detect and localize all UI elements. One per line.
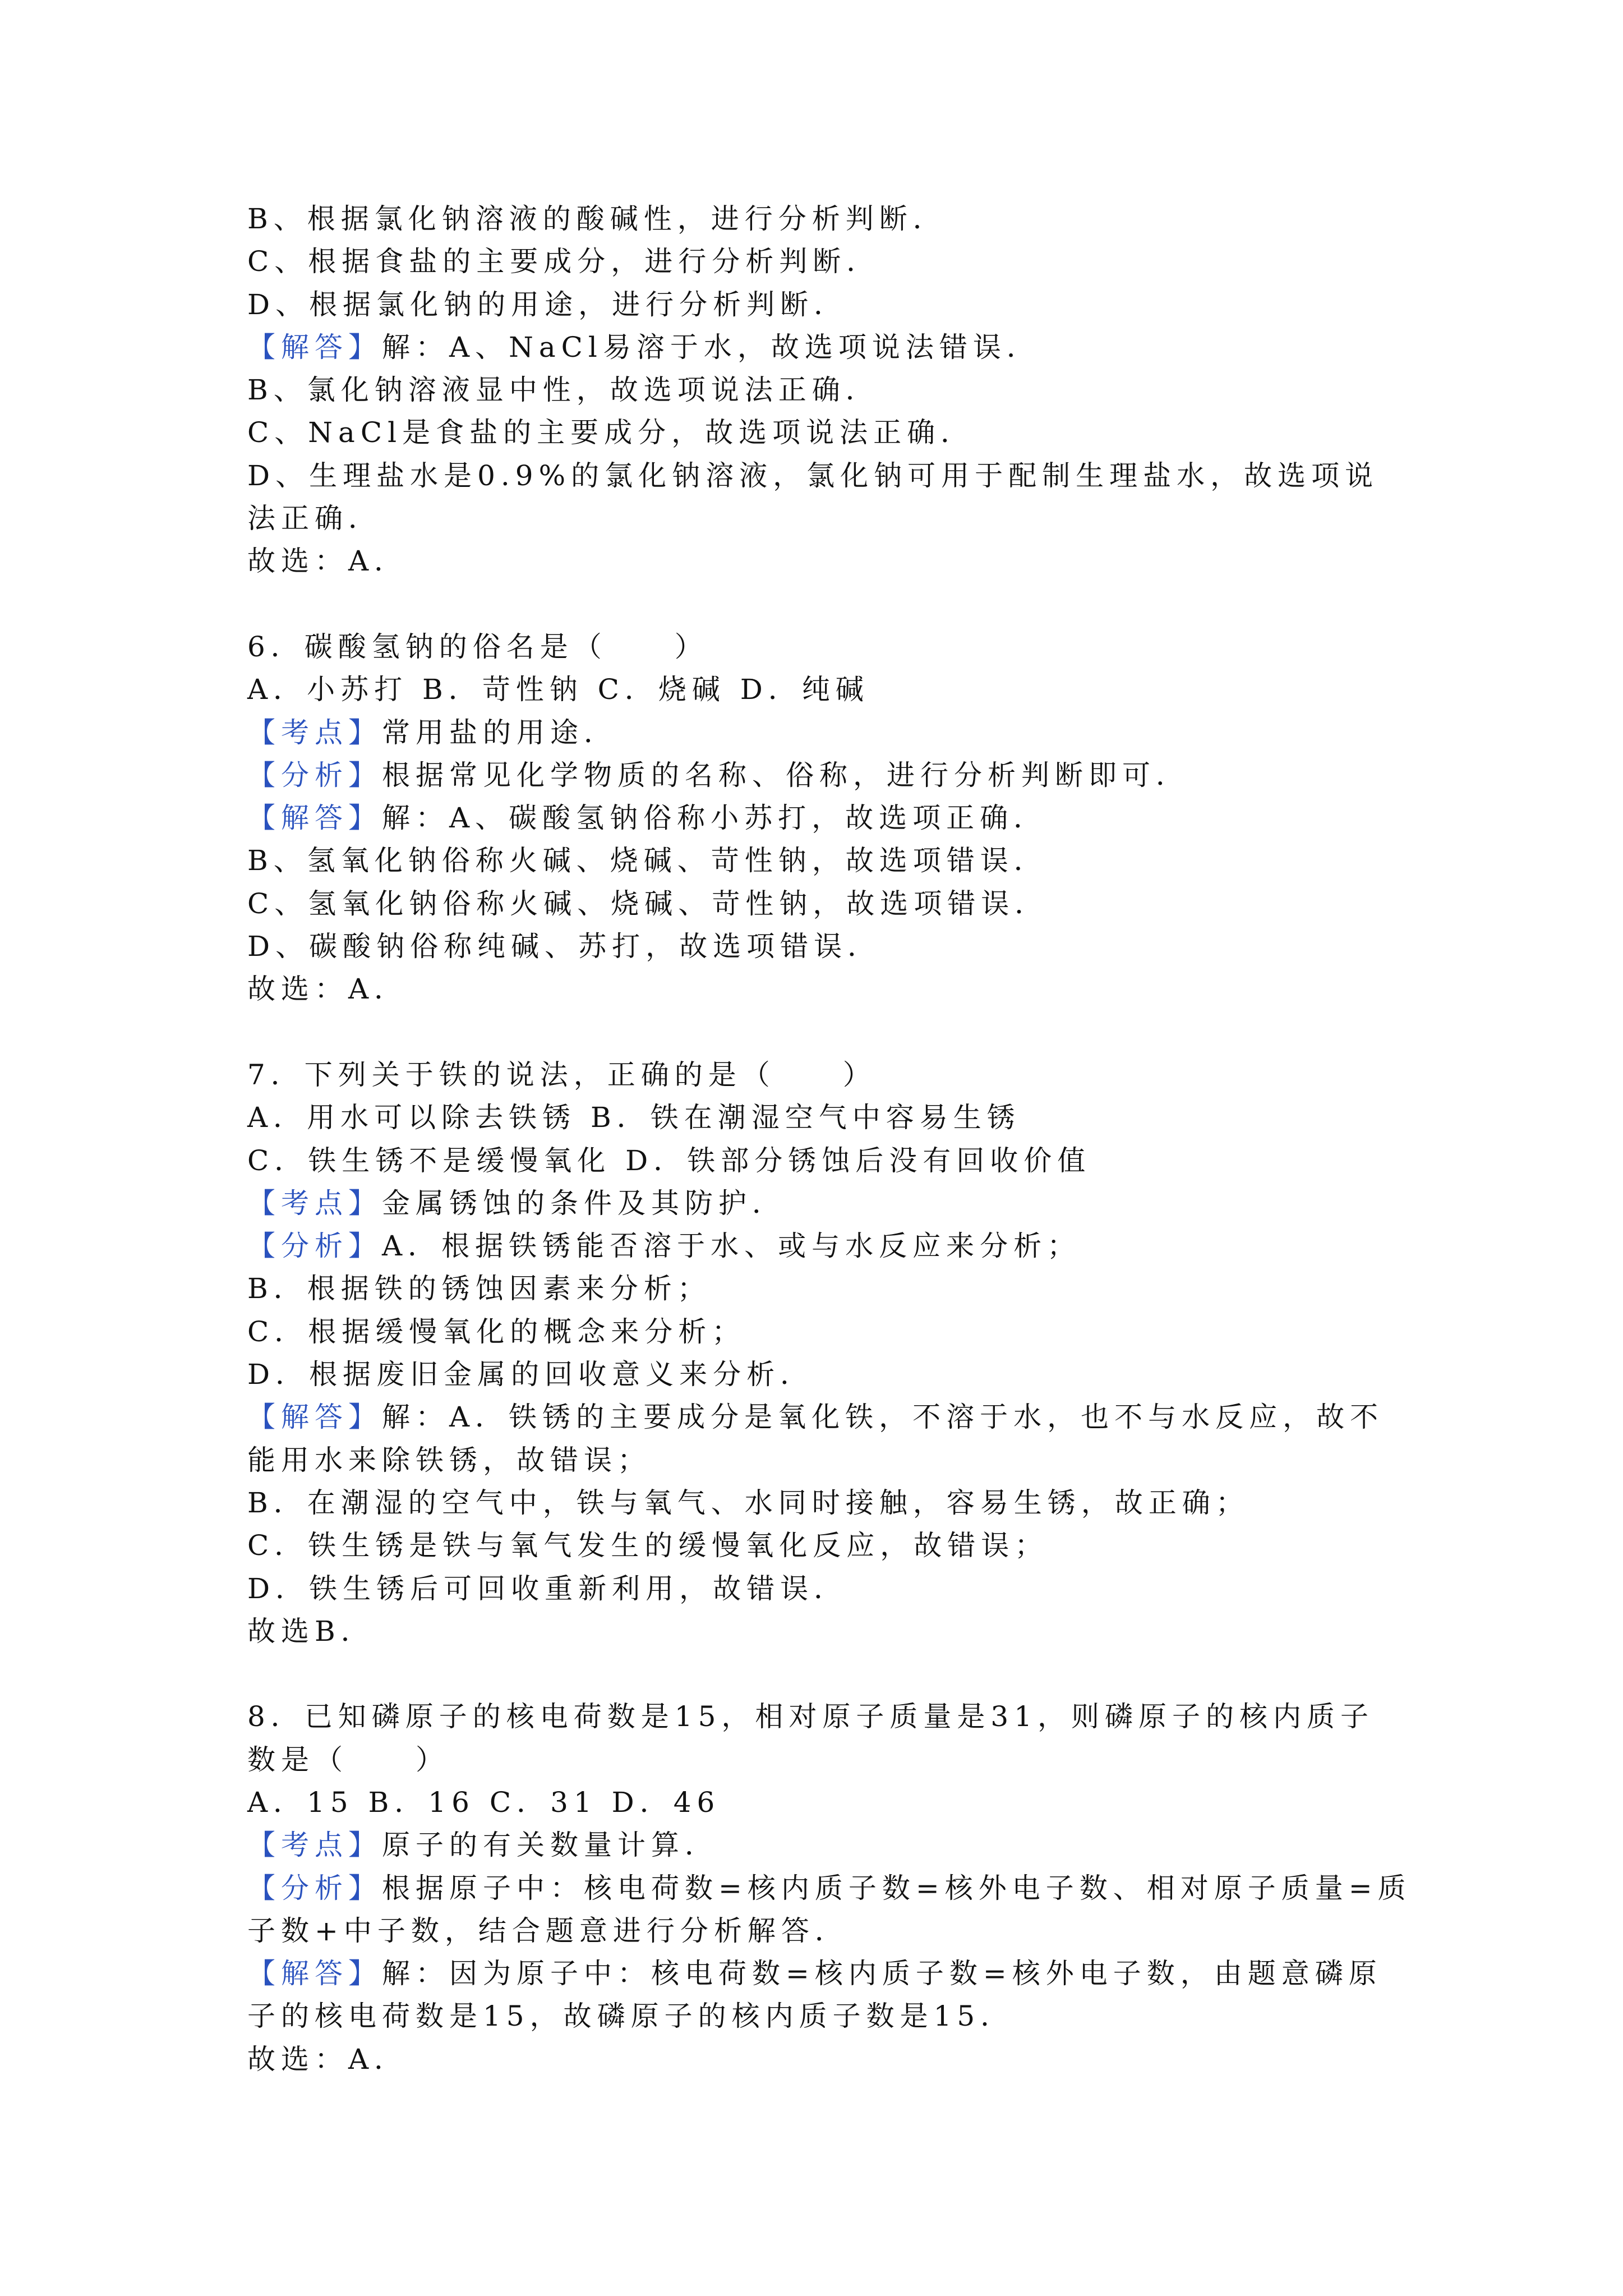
jieda-line [247, 1952, 1403, 1995]
text: D、碳酸钠俗称纯碱、苏打，故选项错误． [247, 930, 882, 963]
question-text: 数是（ ） [247, 1743, 449, 1776]
jieda-label: 【解答】 [247, 1401, 382, 1434]
result-line [247, 1610, 1403, 1653]
result-line [247, 968, 1403, 1010]
answer-line [247, 1567, 1403, 1610]
jieda-line [247, 1396, 1403, 1438]
analysis-line [247, 1910, 1403, 1952]
spacer [247, 1011, 1403, 1053]
text: 解：A．铁锈的主要成分是氧化铁，不溶于水，也不与水反应，故不 [382, 1401, 1384, 1434]
kaodian-label: 【考点】 [247, 1186, 382, 1220]
text: D．根据废旧金属的回收意义来分析． [247, 1358, 814, 1391]
options-text: A．小苏打 B．苛性钠 C．烧碱 D．纯碱 [247, 673, 869, 706]
text: C、根据食盐的主要成分，进行分析判断． [247, 245, 880, 278]
text: 子的核电荷数是15，故磷原子的核内质子数是15． [247, 2000, 1015, 2033]
answer-line [247, 1481, 1403, 1524]
text: 故选B． [247, 1614, 375, 1648]
text: D、根据氯化钠的用途，进行分析判断． [247, 288, 848, 321]
fenxi-line [247, 1225, 1403, 1267]
text: B、氯化钠溶液显中性，故选项说法正确． [247, 374, 879, 407]
question-text: 7．下列关于铁的说法，正确的是（ ） [247, 1058, 877, 1091]
answer-line [247, 882, 1403, 925]
kaodian-line [247, 1182, 1403, 1225]
text: B、根据氯化钠溶液的酸碱性，进行分析判断． [247, 203, 947, 235]
text: C、氢氧化钠俗称火碱、烧碱、苛性钠，故选项错误． [247, 887, 1049, 920]
question-text: 8．已知磷原子的核电荷数是15，相对原子质量是31，则磷原子的核内质子 [247, 1700, 1375, 1733]
jieda-label: 【解答】 [247, 330, 382, 364]
text: 原子的有关数量计算． [382, 1829, 718, 1862]
result-line [247, 2038, 1403, 2081]
text: D、生理盐水是0.9%的氯化钠溶液，氯化钠可用于配制生理盐水，故选项说 [247, 459, 1379, 492]
text: 金属锈蚀的条件及其防护． [382, 1186, 786, 1220]
text: 子数+中子数，结合题意进行分析解答． [247, 1914, 849, 1947]
answer-line [247, 411, 1403, 454]
text: 故选：A． [247, 2042, 408, 2076]
text: 常用盐的用途． [382, 716, 617, 749]
text: B．在潮湿的空气中，铁与氧气、水同时接触，容易生锈，故正确； [247, 1486, 1249, 1519]
answer-line [247, 1524, 1403, 1567]
document-body [247, 197, 1412, 2081]
text: A．根据铁锈能否溶于水、或与水反应来分析； [382, 1230, 1081, 1263]
options-text: A．用水可以除去铁锈 B．铁在潮湿空气中容易生锈 [247, 1101, 1021, 1134]
kaodian-line [247, 711, 1403, 754]
jieda-line [247, 797, 1403, 839]
analysis-line [247, 1310, 1403, 1353]
analysis-line [247, 1353, 1403, 1396]
text: 故选：A． [247, 973, 408, 1006]
text: C．铁生锈是铁与氧气发生的缓慢氧化反应，故错误； [247, 1529, 1049, 1562]
question-7-options [247, 1096, 1403, 1139]
question-6 [247, 625, 1403, 668]
analysis-line [247, 240, 1403, 283]
question-7 [247, 1053, 1403, 1096]
options-text: C．铁生锈不是缓慢氧化 D．铁部分锈蚀后没有回收价值 [247, 1144, 1091, 1177]
question-8-options [247, 1781, 1403, 1824]
answer-line [247, 454, 1403, 497]
question-8 [247, 1695, 1403, 1738]
fenxi-line [247, 1867, 1412, 1910]
text: 解：A、NaCl易溶于水，故选项说法错误． [382, 330, 1040, 364]
kaodian-label: 【考点】 [247, 716, 382, 749]
answer-line [247, 1439, 1403, 1481]
question-6-options [247, 668, 1403, 711]
fenxi-label: 【分析】 [247, 758, 382, 792]
question-8 [247, 1738, 1403, 1781]
text: 根据原子中：核电荷数=核内质子数=核外电子数、相对原子质量=质 [382, 1871, 1412, 1904]
answer-line [247, 925, 1403, 968]
text: B．根据铁的锈蚀因素来分析； [247, 1272, 711, 1305]
kaodian-line [247, 1824, 1403, 1866]
answer-line [247, 326, 1403, 369]
options-text: A．15 B．16 C．31 D．46 [247, 1786, 721, 1819]
answer-line [247, 839, 1403, 882]
jieda-label: 【解答】 [247, 1957, 382, 1990]
answer-line [247, 369, 1403, 411]
analysis-line [247, 283, 1403, 326]
text: 根据常见化学物质的名称、俗称，进行分析判断即可． [382, 758, 1189, 792]
answer-line [247, 1995, 1403, 2037]
spacer [247, 583, 1403, 625]
result-line [247, 540, 1403, 582]
analysis-line [247, 197, 1403, 240]
kaodian-label: 【考点】 [247, 1829, 382, 1862]
question-7-options [247, 1139, 1403, 1182]
text: C、NaCl是食盐的主要成分，故选项说法正确． [247, 416, 975, 449]
fenxi-label: 【分析】 [247, 1871, 382, 1904]
text: 故选：A． [247, 545, 408, 578]
spacer [247, 1653, 1403, 1695]
analysis-line [247, 1267, 1403, 1310]
text: B、氢氧化钠俗称火碱、烧碱、苛性钠，故选项错误． [247, 844, 1048, 877]
fenxi-line [247, 754, 1403, 797]
answer-line [247, 497, 1403, 540]
text: 能用水来除铁锈，故错误； [247, 1443, 651, 1476]
text: C．根据缓慢氧化的概念来分析； [247, 1315, 746, 1348]
jieda-label: 【解答】 [247, 802, 382, 835]
fenxi-label: 【分析】 [247, 1230, 382, 1263]
question-text: 6．碳酸氢钠的俗名是（ ） [247, 630, 708, 663]
text: 解：因为原子中：核电荷数=核内质子数=核外电子数，由题意磷原 [382, 1957, 1382, 1990]
text: 法正确． [247, 502, 382, 535]
text: D．铁生锈后可回收重新利用，故错误． [247, 1572, 848, 1605]
text: 解：A、碳酸氢钠俗称小苏打，故选项正确． [382, 802, 1048, 835]
